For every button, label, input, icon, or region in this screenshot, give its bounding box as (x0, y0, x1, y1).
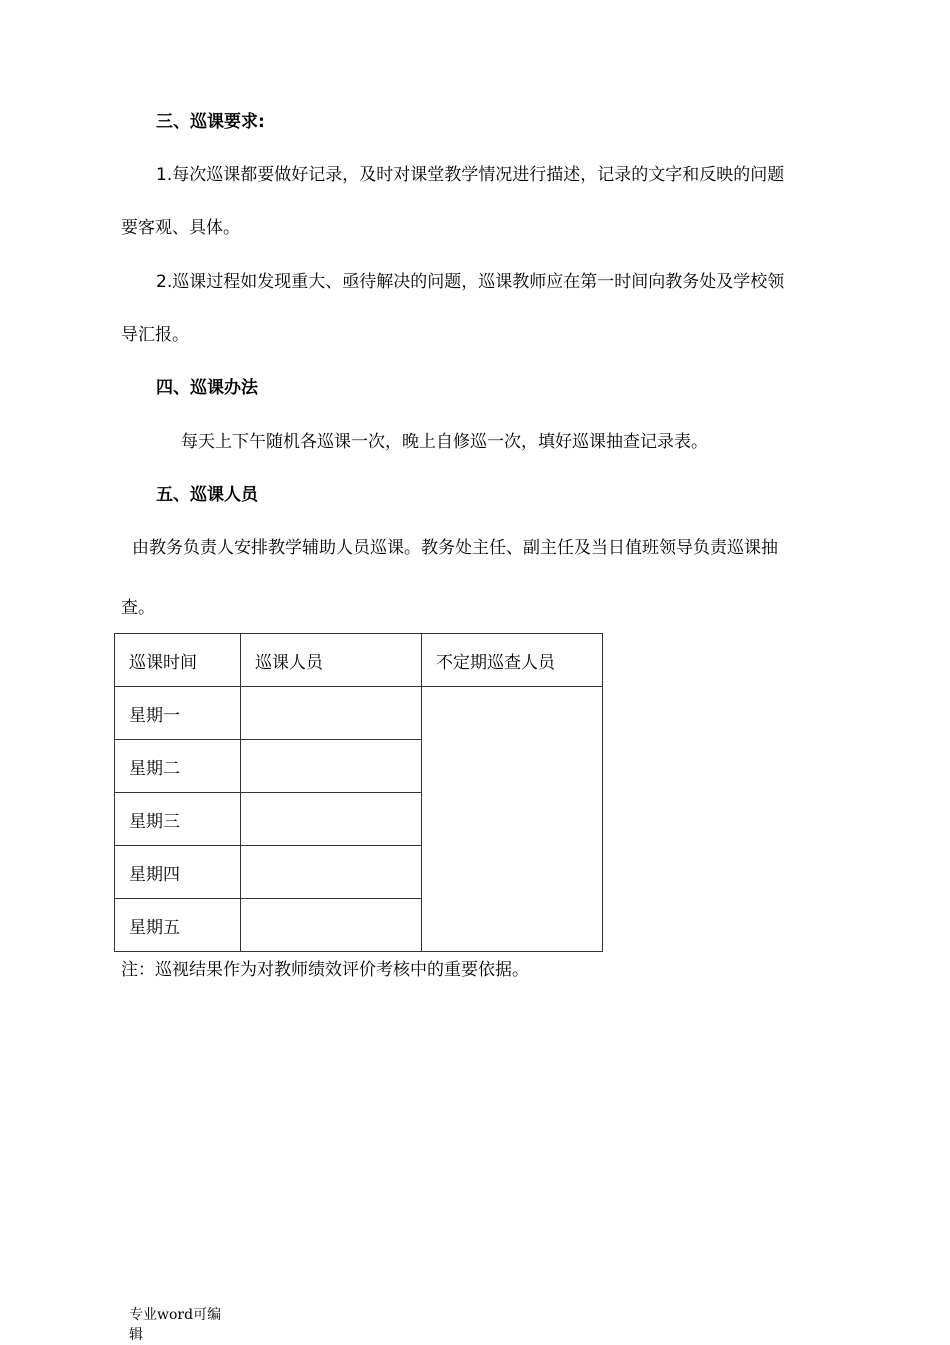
section-5-text-line-2: 查。 (121, 598, 155, 618)
table-note: 注：巡视结果作为对教师绩效评价考核中的重要依据。 (121, 960, 529, 980)
requirement-1-line-2: 要客观、具体。 (121, 218, 240, 238)
header-patrol-staff: 巡课人员 (241, 634, 422, 687)
day-cell: 星期一 (115, 687, 241, 740)
footer-watermark-text: 专业word可编辑 (129, 1307, 222, 1343)
header-irregular-inspectors: 不定期巡查人员 (422, 634, 603, 687)
irregular-inspectors-cell (422, 687, 603, 952)
section-4-heading: 四、巡课办法 (156, 378, 258, 398)
day-cell: 星期二 (115, 740, 241, 793)
requirement-1-line-1: 1.每次巡课都要做好记录，及时对课堂教学情况进行描述，记录的文字和反映的问题 (156, 165, 785, 185)
requirement-2-line-1: 2.巡课过程如发现重大、亟待解决的问题，巡课教师应在第一时间向教务处及学校领 (156, 272, 785, 292)
staff-cell (241, 899, 422, 952)
day-cell: 星期四 (115, 846, 241, 899)
day-cell: 星期五 (115, 899, 241, 952)
staff-cell (241, 687, 422, 740)
staff-cell (241, 793, 422, 846)
requirement-2-line-2: 导汇报。 (121, 325, 189, 345)
table-row (115, 687, 603, 740)
section-3-heading: 三、巡课要求: (156, 112, 265, 132)
day-cell: 星期三 (115, 793, 241, 846)
patrol-schedule-table (114, 633, 603, 952)
table-header-row (115, 634, 603, 687)
header-patrol-time: 巡课时间 (115, 634, 241, 687)
staff-cell (241, 740, 422, 793)
staff-cell (241, 846, 422, 899)
section-5-text-line-1: 由教务负责人安排教学辅助人员巡课。教务处主任、副主任及当日值班领导负责巡课抽 (132, 538, 778, 558)
section-5-heading: 五、巡课人员 (156, 485, 258, 505)
section-4-text: 每天上下午随机各巡课一次，晚上自修巡一次，填好巡课抽查记录表。 (181, 432, 708, 452)
